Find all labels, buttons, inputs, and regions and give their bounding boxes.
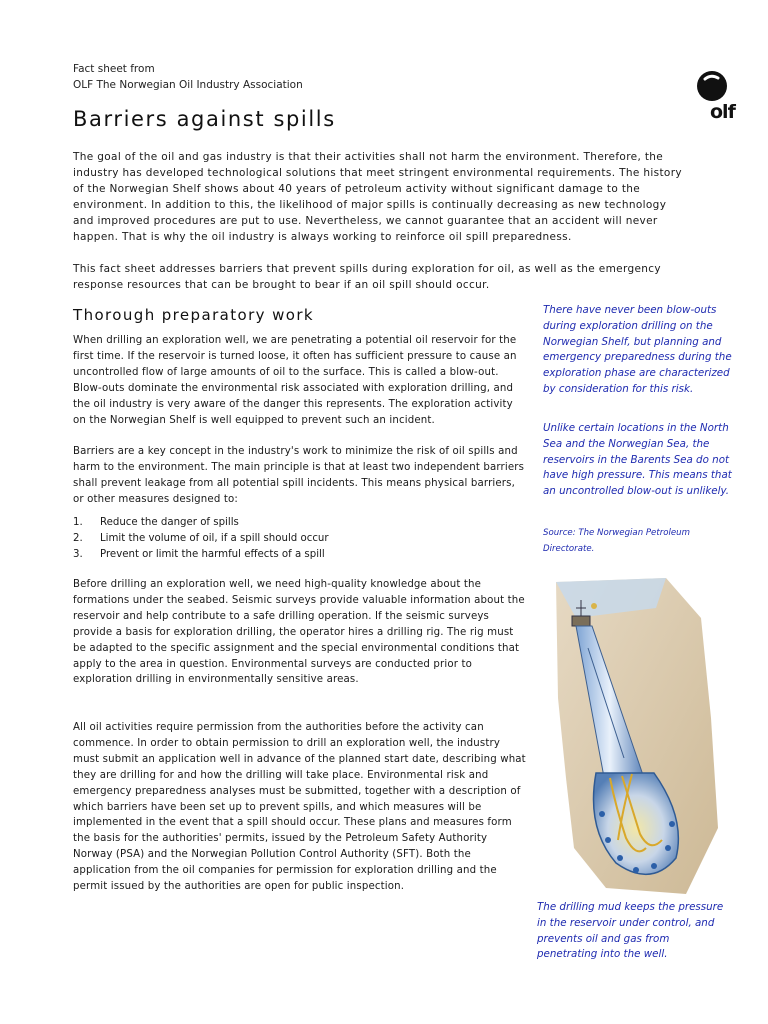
drilling-well-illustration — [536, 578, 718, 894]
measures-list — [73, 515, 528, 562]
body-paragraph: When drilling an exploration well, we are penetrating a potential oil reservoir for the first time. If the reservoir is turned loose, it often has sufficient pressure to cause an uncontrolled flow of large amounts of oil to the surface. This is called a blow-out. Blow-outs dominate the environmental risk associated with exploration drilling, and the oil industry is very aware of the danger this represents. The exploration activity on the Norwegian Shelf is well equipped to prevent such an incident. — [73, 335, 517, 426]
intro-paragraph: This fact sheet addresses barriers that prevent spills during exploration for oil, as well as the emergency response resources that can be brought to bear if an oil spill should occur. — [73, 263, 661, 291]
illustration-caption: The drilling mud keeps the pressure in the reservoir under control, and prevents oil and gas from penetrating into the well. — [537, 901, 724, 961]
olf-logo — [694, 68, 744, 124]
list-item-number: 1. — [73, 517, 83, 528]
body-paragraph: All oil activities require permission from the authorities before the activity can commence. In order to obtain permission to drill an exploration well, the industry must submit an application well in advance of the planned start date, describing what they are drilling for and how the drilling will take place. Environmental risk and emergency preparedness analyses must be submitted, together with a description of which barriers have been set up to prevent spills, and which measures will be implemented in the event that a spill should occur. These plans and measures form the basis for the authorities' permits, issued by the Petroleum Safety Authority Norway (PSA) and the Norwegian Pollution Control Authority (SFT). Both the application from the oil companies for permission for exploration drilling and the permit issued by the authorities are open for public inspection. — [73, 722, 526, 893]
list-item — [73, 531, 528, 547]
body-paragraph: Barriers are a key concept in the industry's work to minimize the risk of oil spills and harm to the environment. The main principle is that at least two independent barriers shall prevent leakage from all potential spill incidents. This means physical barriers, or other measures designed to: — [73, 446, 525, 505]
source-line: Fact sheet from — [73, 63, 155, 75]
list-item-text: Prevent or limit the harmful effects of a spill — [100, 548, 325, 560]
logo-text: olf — [710, 101, 735, 123]
body-paragraph: Before drilling an exploration well, we need high-quality knowledge about the formations under the seabed. Seismic surveys provide valuable information about the reservoir and help contribute to a safe drilling operation. If the seismic surveys provide a basis for exploration drilling, the operator hires a drilling rig. The rig must be adapted to the specific assignment and the special environmental conditions that apply to the area in question. Environmental surveys are conducted prior to exploration drilling in environmentally sensitive areas. — [73, 579, 525, 686]
intro-paragraph: The goal of the oil and gas industry is that their activities shall not harm the environment. Therefore, the industry has developed technological solutions that meet stringent environmental requirements. The history of the Norwegian Shelf shows about 40 years of petroleum activity without significant damage to the environment. In addition to this, the likelihood of major spills is continually decreasing as new technology and improved procedures are put to use. Nevertheless, we cannot guarantee that an accident will never happen. That is why the oil industry is always working to reinforce oil spill preparedness. — [73, 151, 682, 243]
sidebar-note: There have never been blow-outs during exploration drilling on the Norwegian Shelf, but planning and emergency preparedness during the exploration phase are characterized by consideration for this risk. — [543, 304, 732, 395]
list-item-number: 3. — [73, 548, 83, 560]
section-title: Thorough preparatory work — [73, 306, 314, 324]
list-item — [73, 515, 528, 531]
list-item-number: 2. — [73, 532, 83, 544]
organization-name: OLF The Norwegian Oil Industry Association — [73, 79, 303, 91]
page-title: Barriers against spills — [73, 107, 336, 131]
list-item-text: Limit the volume of oil, if a spill should occur — [100, 532, 329, 544]
sidebar-source: Source: The Norwegian Petroleum Directorate. — [543, 528, 690, 554]
list-item — [73, 547, 528, 563]
list-item-text: Reduce the danger of spills — [100, 517, 239, 528]
sidebar-note: Unlike certain locations in the North Sea and the Norwegian Sea, the reservoirs in the Barents Sea do not have high pressure. This means that an uncontrolled blow-out is unlikely. — [543, 422, 732, 498]
